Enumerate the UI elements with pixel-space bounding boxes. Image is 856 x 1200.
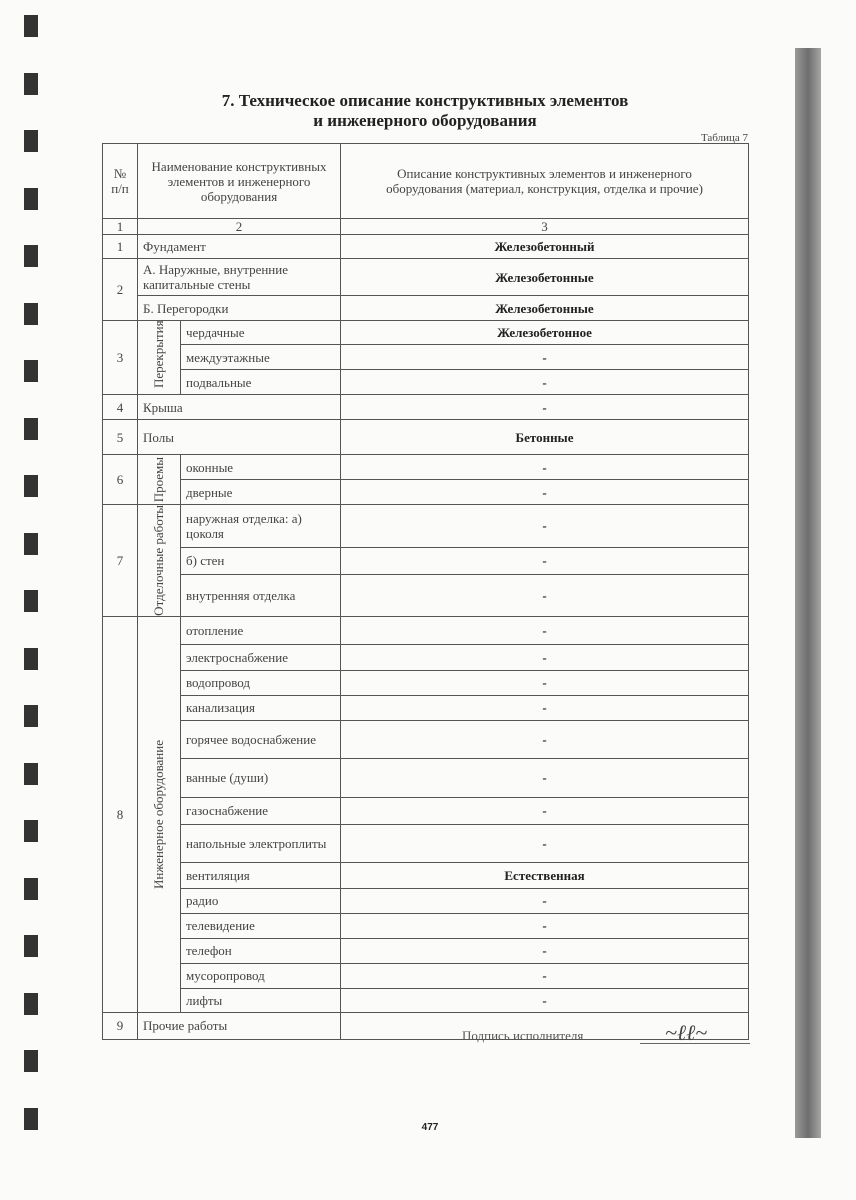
row-value: - [341, 988, 749, 1012]
row-name: А. Наружные, внутренние капитальные стены [138, 259, 341, 296]
row-name: подвальные [181, 370, 341, 395]
page-number: 477 [421, 1122, 439, 1133]
row-name: напольные электроплиты [181, 824, 341, 862]
binding-hole [24, 590, 38, 612]
binding-hole [24, 130, 38, 152]
row-value: - [341, 963, 749, 988]
row-name: ванные (души) [181, 758, 341, 797]
table-row [103, 720, 749, 758]
row-name: канализация [181, 695, 341, 720]
binding-hole [24, 360, 38, 382]
signature-mark: ~ℓℓ~ [665, 1020, 708, 1045]
binding-hole [24, 993, 38, 1015]
binding-hole [24, 73, 38, 95]
row-value: - [341, 758, 749, 797]
table-row [103, 644, 749, 670]
title-line-1: 7. Техническое описание конструктивных элементов [221, 91, 629, 110]
binding-hole [24, 188, 38, 210]
table-row [103, 670, 749, 695]
row-value: - [341, 888, 749, 913]
row-name: междуэтажные [181, 345, 341, 370]
row-name: вентиляция [181, 862, 341, 888]
binding-hole [24, 705, 38, 727]
col-number: 1 [103, 219, 138, 235]
row-name: наружная отделка: а) цоколя [181, 505, 341, 548]
table-row [103, 862, 749, 888]
row-value: - [341, 345, 749, 370]
row-value: Бетонные [341, 420, 749, 455]
row-num: 9 [103, 1012, 138, 1039]
table-row [103, 963, 749, 988]
row-value: - [341, 695, 749, 720]
header-num: № п/п [103, 144, 138, 219]
table-row [103, 395, 749, 420]
binding-hole [24, 15, 38, 37]
row-value: Железобетонный [341, 235, 749, 259]
row-value: - [341, 505, 749, 548]
row-name: горячее водоснабжение [181, 720, 341, 758]
row-name: телефон [181, 938, 341, 963]
binding-hole [24, 878, 38, 900]
binding-hole [24, 533, 38, 555]
row-name: Крыша [138, 395, 341, 420]
row-num: 7 [103, 505, 138, 617]
row-name: Фундамент [138, 235, 341, 259]
signature-label: Подпись исполнителя [462, 1028, 584, 1043]
binding-hole [24, 303, 38, 325]
row-num: 8 [103, 616, 138, 1012]
binding-hole [24, 1108, 38, 1130]
row-name: лифты [181, 988, 341, 1012]
row-num: 6 [103, 455, 138, 505]
row-value: Железобетонные [341, 259, 749, 296]
row-name: отопление [181, 616, 341, 644]
row-value: - [341, 370, 749, 395]
column-number-row [103, 219, 749, 235]
row-value: - [341, 824, 749, 862]
group-label: Отделочные работы [151, 505, 166, 616]
row-name: электроснабжение [181, 644, 341, 670]
table-row [103, 259, 749, 296]
row-value: - [341, 575, 749, 617]
table-row [103, 758, 749, 797]
row-value: - [341, 644, 749, 670]
row-name: внутренняя отделка [181, 575, 341, 617]
group-label: Перекрытия [151, 319, 166, 388]
row-name: чердачные [181, 321, 341, 345]
table-row [103, 575, 749, 617]
header-name: Наименование конструктивных элементов и инженерного оборудования [138, 144, 341, 219]
group-label-cell [138, 505, 181, 617]
scan-edge-shadow [795, 48, 821, 1138]
row-name: Полы [138, 420, 341, 455]
row-name: б) стен [181, 547, 341, 574]
row-name: оконные [181, 455, 341, 480]
row-value: - [341, 913, 749, 938]
table-row [103, 695, 749, 720]
header-desc: Описание конструктивных элементов и инженерного оборудования (материал, конструкция, отделка и прочие) [341, 144, 749, 219]
row-num: 5 [103, 420, 138, 455]
header-row [103, 144, 749, 219]
table-row [103, 455, 749, 480]
table-row [103, 888, 749, 913]
row-name: мусоропровод [181, 963, 341, 988]
table-row [103, 420, 749, 455]
row-name: водопровод [181, 670, 341, 695]
table-row [103, 988, 749, 1012]
row-value: Железобетонное [341, 321, 749, 345]
row-value: - [341, 938, 749, 963]
table-row [103, 616, 749, 644]
row-num: 3 [103, 321, 138, 395]
table-row [103, 938, 749, 963]
binding-hole [24, 245, 38, 267]
table-row [103, 370, 749, 395]
table-row [103, 296, 749, 321]
table-row [103, 913, 749, 938]
table-row [103, 480, 749, 505]
table-row [103, 505, 749, 548]
row-name: радио [181, 888, 341, 913]
row-num: 4 [103, 395, 138, 420]
row-value: Железобетонные [341, 296, 749, 321]
row-value: - [341, 547, 749, 574]
table-label: Таблица 7 [700, 132, 748, 144]
row-value: - [341, 616, 749, 644]
binding-hole [24, 1050, 38, 1072]
col-number: 3 [341, 219, 749, 235]
title-line-2: и инженерного оборудования [313, 111, 537, 130]
col-number: 2 [138, 219, 341, 235]
row-name: газоснабжение [181, 797, 341, 824]
construction-elements-table [102, 143, 749, 1040]
group-label: Инженерное оборудование [151, 739, 166, 889]
binding-hole [24, 820, 38, 842]
row-name: Б. Перегородки [138, 296, 341, 321]
row-value: - [341, 395, 749, 420]
group-label-cell [138, 321, 181, 395]
section-title [100, 91, 750, 131]
row-num: 1 [103, 235, 138, 259]
row-name: телевидение [181, 913, 341, 938]
table-row [103, 321, 749, 345]
row-name: дверные [181, 480, 341, 505]
table-row [103, 235, 749, 259]
row-value: - [341, 670, 749, 695]
table-row [103, 797, 749, 824]
row-name: Прочие работы [138, 1012, 341, 1039]
row-value: Естественная [341, 862, 749, 888]
row-value: - [341, 455, 749, 480]
binding-hole [24, 763, 38, 785]
table-row [103, 824, 749, 862]
binding-hole [24, 418, 38, 440]
group-label-cell [138, 455, 181, 505]
row-value: - [341, 480, 749, 505]
table-row [103, 547, 749, 574]
row-value: - [341, 797, 749, 824]
binding-hole [24, 648, 38, 670]
row-value: - [341, 720, 749, 758]
group-label: Проемы [151, 456, 166, 503]
binding-hole [24, 475, 38, 497]
row-num: 2 [103, 259, 138, 321]
group-label-cell [138, 616, 181, 1012]
table-row [103, 1012, 749, 1039]
table-row [103, 345, 749, 370]
binding-hole [24, 935, 38, 957]
